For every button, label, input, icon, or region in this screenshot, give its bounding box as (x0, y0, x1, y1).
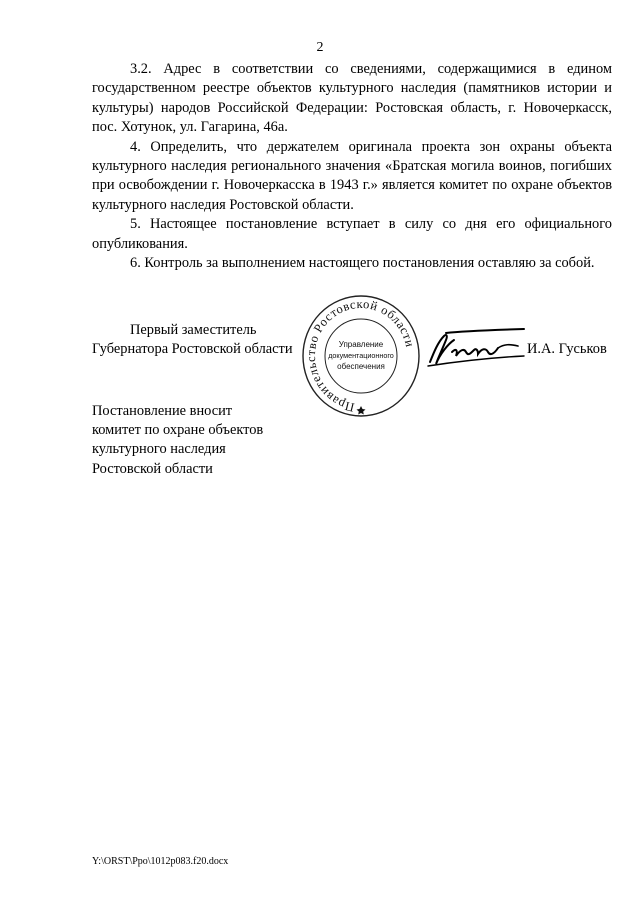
handwritten-signature (424, 326, 528, 372)
submitter-note (92, 402, 263, 479)
signatory-title-line-2: Губернатора Ростовской области (92, 341, 293, 357)
paragraph-4: 4. Определить, что держателем оригинала проекта зон охраны объекта культурного наследия регионального значения «Братская могила воинов, погибших при освобождении г. Новочеркасска в 1943 г.» является комитет по охране объектов культурного наследия Ростовской области. (92, 138, 612, 213)
paragraph-3-2: 3.2. Адрес в соответствии со сведениями, содержащимися в едином государственном реестре объектов культурного наследия (памятников истории и культуры) народов Российской Федерации: Ростовская область, г. Новочеркасск, пос. Хотунок, ул. Гагарина, 46а. (92, 61, 612, 136)
official-seal (301, 294, 421, 418)
seal-center-line-1: Управление (338, 340, 384, 349)
page-number: 2 (316, 40, 324, 55)
seal-ring-text: Правительство Ростовской области (303, 296, 418, 415)
document-body (92, 60, 612, 273)
signatory-title-line-1: Первый заместитель (130, 322, 257, 338)
submitter-line-1: Постановление вносит (92, 403, 233, 419)
seal-star-icon (357, 406, 366, 415)
submitter-line-3: культурного наследия (92, 441, 226, 458)
paragraph-5: 5. Настоящее постановление вступает в силу со дня его официального опубликования. (92, 216, 612, 252)
file-path-footer: Y:\ORST\Ppo\1012p083.f20.docx (92, 856, 229, 867)
submitter-line-4: Ростовской области (92, 460, 213, 477)
signatory-name: И.А. Гуськов (527, 341, 607, 357)
paragraph-6: 6. Контроль за выполнением настоящего постановления оставляю за собой. (130, 255, 595, 272)
signatory-title (92, 321, 293, 359)
seal-center-line-2: документационного (328, 351, 394, 360)
submitter-line-2: комитет по охране объектов (92, 422, 264, 439)
seal-center-line-3: обеспечения (337, 362, 385, 371)
